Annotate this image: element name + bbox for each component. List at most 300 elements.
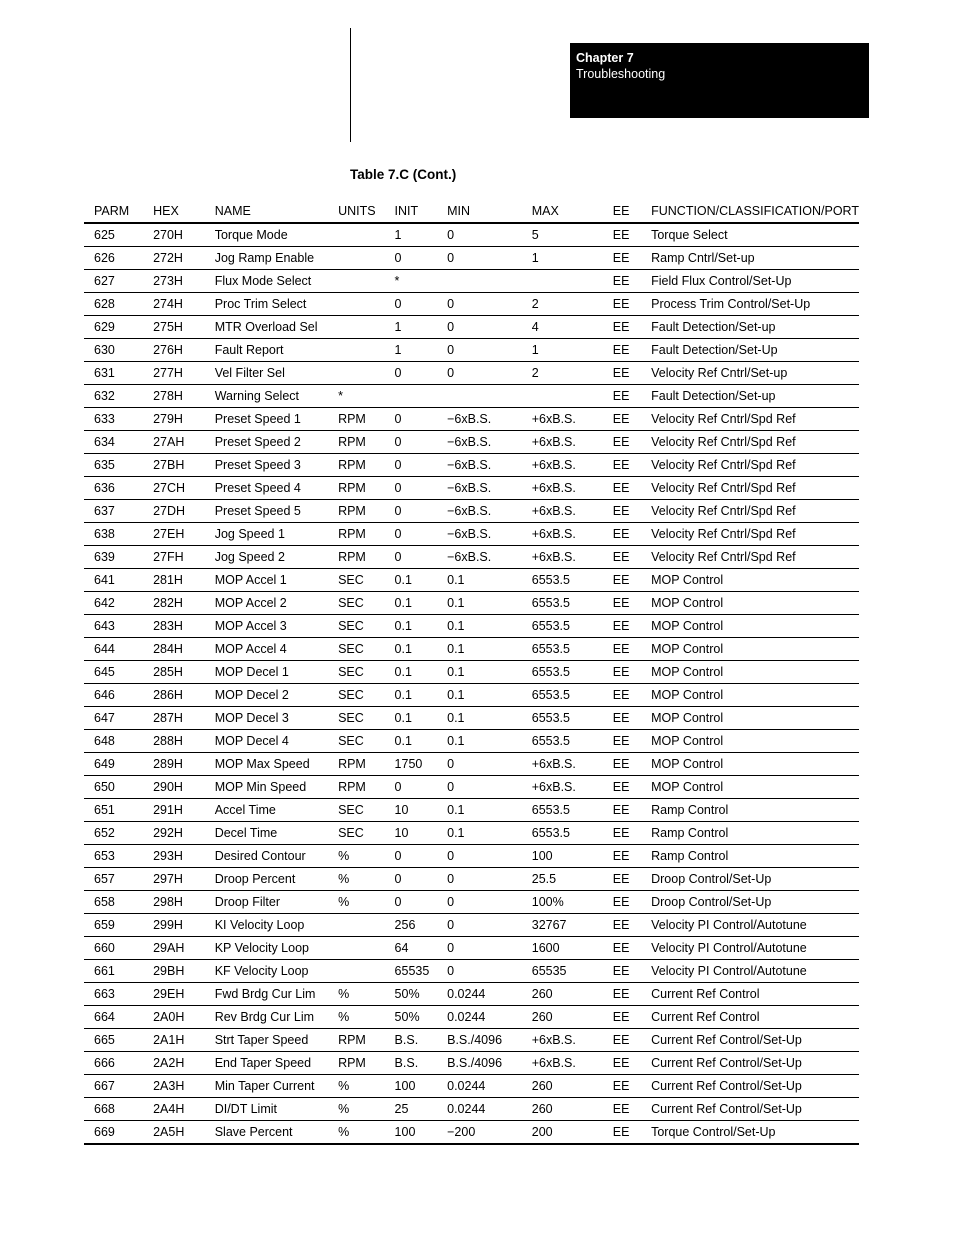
cell-hex: 282H [153, 592, 215, 615]
cell-name: Preset Speed 4 [215, 477, 338, 500]
cell-hex: 2A3H [153, 1075, 215, 1098]
cell-hex: 285H [153, 661, 215, 684]
cell-parm: 649 [84, 753, 153, 776]
cell-ee: EE [613, 477, 651, 500]
cell-units: % [338, 983, 394, 1006]
col-header-max: MAX [532, 199, 613, 223]
cell-hex: 27DH [153, 500, 215, 523]
cell-function: Current Ref Control/Set-Up [651, 1052, 859, 1075]
cell-parm: 639 [84, 546, 153, 569]
cell-hex: 29BH [153, 960, 215, 983]
cell-init: 1750 [395, 753, 448, 776]
cell-name: MOP Decel 1 [215, 661, 338, 684]
cell-parm: 626 [84, 247, 153, 270]
table-row [84, 868, 859, 891]
cell-init: 10 [395, 822, 448, 845]
cell-min: −6xB.S. [447, 454, 532, 477]
cell-function: Velocity PI Control/Autotune [651, 960, 859, 983]
table-row [84, 477, 859, 500]
cell-hex: 276H [153, 339, 215, 362]
cell-name: Fault Report [215, 339, 338, 362]
table-row [84, 523, 859, 546]
table-row [84, 592, 859, 615]
cell-ee: EE [613, 223, 651, 247]
cell-ee: EE [613, 339, 651, 362]
cell-max: 2 [532, 293, 613, 316]
cell-min: 0 [447, 316, 532, 339]
cell-function: Velocity Ref Cntrl/Spd Ref [651, 408, 859, 431]
col-header-parm: PARM [84, 199, 153, 223]
cell-init: 0 [395, 845, 448, 868]
table-row [84, 845, 859, 868]
cell-parm: 651 [84, 799, 153, 822]
cell-function: Ramp Cntrl/Set-up [651, 247, 859, 270]
cell-units: RPM [338, 776, 394, 799]
cell-min: 0.0244 [447, 1075, 532, 1098]
cell-init: 0 [395, 776, 448, 799]
cell-hex: 292H [153, 822, 215, 845]
cell-hex: 27BH [153, 454, 215, 477]
cell-units: % [338, 868, 394, 891]
cell-parm: 645 [84, 661, 153, 684]
cell-units: SEC [338, 615, 394, 638]
cell-function: Process Trim Control/Set-Up [651, 293, 859, 316]
cell-function: Current Ref Control [651, 1006, 859, 1029]
cell-parm: 641 [84, 569, 153, 592]
cell-init: B.S. [395, 1052, 448, 1075]
cell-hex: 277H [153, 362, 215, 385]
cell-min: B.S./4096 [447, 1029, 532, 1052]
cell-units [338, 914, 394, 937]
cell-hex: 29AH [153, 937, 215, 960]
cell-hex: 2A5H [153, 1121, 215, 1145]
table-row [84, 615, 859, 638]
cell-parm: 650 [84, 776, 153, 799]
table-row [84, 753, 859, 776]
cell-function: Current Ref Control/Set-Up [651, 1075, 859, 1098]
cell-init: 256 [395, 914, 448, 937]
col-header-name: NAME [215, 199, 338, 223]
cell-parm: 644 [84, 638, 153, 661]
cell-name: Jog Speed 2 [215, 546, 338, 569]
cell-units: % [338, 891, 394, 914]
cell-name: Vel Filter Sel [215, 362, 338, 385]
cell-function: MOP Control [651, 753, 859, 776]
cell-function: MOP Control [651, 707, 859, 730]
cell-max [532, 270, 613, 293]
cell-max: +6xB.S. [532, 776, 613, 799]
cell-ee: EE [613, 1029, 651, 1052]
cell-parm: 634 [84, 431, 153, 454]
table-row [84, 454, 859, 477]
cell-units: RPM [338, 523, 394, 546]
cell-ee: EE [613, 546, 651, 569]
cell-init: 0 [395, 293, 448, 316]
cell-ee: EE [613, 753, 651, 776]
cell-init: 0 [395, 477, 448, 500]
cell-units [338, 223, 394, 247]
cell-ee: EE [613, 615, 651, 638]
cell-init: B.S. [395, 1029, 448, 1052]
table-row [84, 500, 859, 523]
cell-parm: 669 [84, 1121, 153, 1145]
cell-max: +6xB.S. [532, 546, 613, 569]
cell-min [447, 385, 532, 408]
cell-ee: EE [613, 684, 651, 707]
cell-min: B.S./4096 [447, 1052, 532, 1075]
cell-function: Current Ref Control [651, 983, 859, 1006]
cell-ee: EE [613, 247, 651, 270]
table-row [84, 914, 859, 937]
cell-name: Accel Time [215, 799, 338, 822]
cell-init: 0 [395, 891, 448, 914]
cell-hex: 29EH [153, 983, 215, 1006]
cell-parm: 637 [84, 500, 153, 523]
cell-init: 0 [395, 523, 448, 546]
cell-ee: EE [613, 385, 651, 408]
cell-ee: EE [613, 937, 651, 960]
table-row [84, 339, 859, 362]
cell-function: Velocity Ref Cntrl/Spd Ref [651, 454, 859, 477]
cell-name: Droop Filter [215, 891, 338, 914]
cell-parm: 648 [84, 730, 153, 753]
cell-min: 0.1 [447, 684, 532, 707]
cell-parm: 665 [84, 1029, 153, 1052]
cell-min: 0 [447, 914, 532, 937]
cell-max: +6xB.S. [532, 477, 613, 500]
cell-function: Torque Control/Set-Up [651, 1121, 859, 1145]
cell-max: 6553.5 [532, 822, 613, 845]
cell-units: RPM [338, 753, 394, 776]
cell-init: 0.1 [395, 707, 448, 730]
cell-ee: EE [613, 776, 651, 799]
cell-ee: EE [613, 362, 651, 385]
cell-max: +6xB.S. [532, 408, 613, 431]
cell-max: 1600 [532, 937, 613, 960]
cell-max: 6553.5 [532, 707, 613, 730]
cell-max: 1 [532, 247, 613, 270]
cell-max: +6xB.S. [532, 500, 613, 523]
cell-name: MOP Accel 1 [215, 569, 338, 592]
cell-init: 0 [395, 454, 448, 477]
cell-init: 0 [395, 431, 448, 454]
cell-ee: EE [613, 569, 651, 592]
cell-hex: 293H [153, 845, 215, 868]
cell-parm: 657 [84, 868, 153, 891]
cell-units [338, 362, 394, 385]
cell-hex: 286H [153, 684, 215, 707]
table-row [84, 891, 859, 914]
cell-name: MOP Decel 2 [215, 684, 338, 707]
table-row [84, 316, 859, 339]
cell-max: 6553.5 [532, 569, 613, 592]
cell-units: SEC [338, 707, 394, 730]
cell-ee: EE [613, 316, 651, 339]
cell-parm: 646 [84, 684, 153, 707]
cell-max: 65535 [532, 960, 613, 983]
cell-function: Velocity PI Control/Autotune [651, 914, 859, 937]
cell-units: RPM [338, 408, 394, 431]
cell-function: Velocity Ref Cntrl/Spd Ref [651, 431, 859, 454]
cell-units: SEC [338, 799, 394, 822]
cell-max: +6xB.S. [532, 753, 613, 776]
cell-function: Fault Detection/Set-Up [651, 339, 859, 362]
cell-name: Slave Percent [215, 1121, 338, 1145]
cell-init: 0 [395, 868, 448, 891]
cell-units: SEC [338, 592, 394, 615]
cell-function: Current Ref Control/Set-Up [651, 1029, 859, 1052]
cell-max: +6xB.S. [532, 454, 613, 477]
cell-hex: 279H [153, 408, 215, 431]
cell-max: 200 [532, 1121, 613, 1145]
col-header-ee: EE [613, 199, 651, 223]
cell-hex: 2A2H [153, 1052, 215, 1075]
table-row [84, 822, 859, 845]
cell-parm: 627 [84, 270, 153, 293]
cell-parm: 643 [84, 615, 153, 638]
cell-ee: EE [613, 1006, 651, 1029]
cell-hex: 272H [153, 247, 215, 270]
cell-max: 260 [532, 983, 613, 1006]
cell-max: 2 [532, 362, 613, 385]
cell-function: MOP Control [651, 661, 859, 684]
cell-parm: 659 [84, 914, 153, 937]
cell-function: Velocity Ref Cntrl/Spd Ref [651, 500, 859, 523]
cell-max: 100 [532, 845, 613, 868]
cell-min: 0 [447, 868, 532, 891]
cell-max: 260 [532, 1006, 613, 1029]
cell-parm: 642 [84, 592, 153, 615]
cell-max: 6553.5 [532, 638, 613, 661]
col-header-units: UNITS [338, 199, 394, 223]
cell-init: 0.1 [395, 615, 448, 638]
cell-parm: 667 [84, 1075, 153, 1098]
cell-min: −6xB.S. [447, 477, 532, 500]
cell-init: 0.1 [395, 684, 448, 707]
cell-parm: 666 [84, 1052, 153, 1075]
cell-ee: EE [613, 408, 651, 431]
col-header-function: FUNCTION/CLASSIFICATION/PORT [651, 199, 859, 223]
cell-function: Ramp Control [651, 799, 859, 822]
table-row [84, 960, 859, 983]
cell-function: Droop Control/Set-Up [651, 891, 859, 914]
cell-name: KF Velocity Loop [215, 960, 338, 983]
cell-units [338, 293, 394, 316]
cell-units: SEC [338, 684, 394, 707]
cell-hex: 288H [153, 730, 215, 753]
cell-max: 32767 [532, 914, 613, 937]
cell-function: MOP Control [651, 684, 859, 707]
table-row [84, 983, 859, 1006]
cell-ee: EE [613, 914, 651, 937]
cell-name: MOP Accel 4 [215, 638, 338, 661]
cell-parm: 635 [84, 454, 153, 477]
cell-max: 6553.5 [532, 661, 613, 684]
cell-parm: 630 [84, 339, 153, 362]
table-row [84, 408, 859, 431]
cell-init: 0.1 [395, 638, 448, 661]
cell-hex: 287H [153, 707, 215, 730]
cell-name: MOP Min Speed [215, 776, 338, 799]
cell-function: MOP Control [651, 730, 859, 753]
cell-hex: 298H [153, 891, 215, 914]
cell-min: 0.1 [447, 707, 532, 730]
cell-function: Velocity Ref Cntrl/Spd Ref [651, 546, 859, 569]
cell-function: Velocity Ref Cntrl/Set-up [651, 362, 859, 385]
table-row [84, 661, 859, 684]
cell-max: 6553.5 [532, 799, 613, 822]
cell-ee: EE [613, 983, 651, 1006]
cell-parm: 632 [84, 385, 153, 408]
cell-init: 64 [395, 937, 448, 960]
cell-init: 1 [395, 223, 448, 247]
cell-max: +6xB.S. [532, 523, 613, 546]
cell-init: 50% [395, 983, 448, 1006]
cell-max: 100% [532, 891, 613, 914]
cell-ee: EE [613, 1075, 651, 1098]
table-row [84, 937, 859, 960]
cell-init: 50% [395, 1006, 448, 1029]
cell-function: MOP Control [651, 569, 859, 592]
cell-min: 0 [447, 937, 532, 960]
cell-min: 0 [447, 247, 532, 270]
cell-units: RPM [338, 546, 394, 569]
cell-ee: EE [613, 1121, 651, 1145]
cell-function: MOP Control [651, 776, 859, 799]
cell-init: 0 [395, 408, 448, 431]
cell-min: 0.1 [447, 638, 532, 661]
table-row [84, 1052, 859, 1075]
cell-hex: 27AH [153, 431, 215, 454]
cell-min: 0 [447, 223, 532, 247]
cell-name: Preset Speed 5 [215, 500, 338, 523]
cell-ee: EE [613, 661, 651, 684]
cell-units: RPM [338, 431, 394, 454]
cell-ee: EE [613, 1052, 651, 1075]
cell-max: 6553.5 [532, 684, 613, 707]
cell-ee: EE [613, 454, 651, 477]
cell-function: Velocity Ref Cntrl/Spd Ref [651, 477, 859, 500]
cell-min: 0.0244 [447, 983, 532, 1006]
cell-hex: 297H [153, 868, 215, 891]
cell-name: KI Velocity Loop [215, 914, 338, 937]
cell-name: Torque Mode [215, 223, 338, 247]
cell-units: % [338, 1006, 394, 1029]
table-row [84, 293, 859, 316]
table-header-row [84, 199, 859, 223]
cell-init: 100 [395, 1121, 448, 1145]
cell-name: DI/DT Limit [215, 1098, 338, 1121]
cell-init: 65535 [395, 960, 448, 983]
cell-min: 0.1 [447, 730, 532, 753]
cell-units: RPM [338, 477, 394, 500]
table-row [84, 1098, 859, 1121]
cell-function: Velocity PI Control/Autotune [651, 937, 859, 960]
cell-ee: EE [613, 707, 651, 730]
chapter-number: Chapter 7 [576, 51, 634, 65]
chapter-header [570, 43, 869, 118]
cell-hex: 275H [153, 316, 215, 339]
cell-hex: 270H [153, 223, 215, 247]
cell-min: 0.1 [447, 615, 532, 638]
cell-function: Ramp Control [651, 822, 859, 845]
cell-parm: 631 [84, 362, 153, 385]
cell-min: −200 [447, 1121, 532, 1145]
cell-max: +6xB.S. [532, 431, 613, 454]
cell-min: −6xB.S. [447, 431, 532, 454]
cell-init [395, 385, 448, 408]
cell-max: 6553.5 [532, 615, 613, 638]
cell-min: 0.1 [447, 822, 532, 845]
cell-min: 0 [447, 753, 532, 776]
table-row [84, 799, 859, 822]
cell-min: −6xB.S. [447, 546, 532, 569]
cell-function: Velocity Ref Cntrl/Spd Ref [651, 523, 859, 546]
cell-min: 0 [447, 776, 532, 799]
col-header-init: INIT [395, 199, 448, 223]
cell-hex: 291H [153, 799, 215, 822]
cell-units: RPM [338, 454, 394, 477]
cell-ee: EE [613, 270, 651, 293]
cell-name: Fwd Brdg Cur Lim [215, 983, 338, 1006]
cell-min: 0 [447, 293, 532, 316]
cell-function: Torque Select [651, 223, 859, 247]
cell-function: Field Flux Control/Set-Up [651, 270, 859, 293]
cell-units: RPM [338, 500, 394, 523]
cell-min: 0 [447, 891, 532, 914]
cell-min: 0.1 [447, 799, 532, 822]
margin-rule [350, 28, 351, 142]
cell-units: SEC [338, 822, 394, 845]
cell-units [338, 339, 394, 362]
cell-min: 0 [447, 845, 532, 868]
cell-max: +6xB.S. [532, 1052, 613, 1075]
cell-max: 4 [532, 316, 613, 339]
cell-min: 0.1 [447, 661, 532, 684]
cell-ee: EE [613, 523, 651, 546]
cell-max: 25.5 [532, 868, 613, 891]
cell-name: End Taper Speed [215, 1052, 338, 1075]
table-row [84, 707, 859, 730]
cell-units: % [338, 845, 394, 868]
cell-name: Flux Mode Select [215, 270, 338, 293]
cell-hex: 289H [153, 753, 215, 776]
cell-ee: EE [613, 431, 651, 454]
table-row [84, 546, 859, 569]
cell-parm: 628 [84, 293, 153, 316]
cell-ee: EE [613, 592, 651, 615]
cell-name: MOP Accel 3 [215, 615, 338, 638]
parameter-table [84, 199, 859, 1145]
cell-name: Preset Speed 3 [215, 454, 338, 477]
cell-parm: 636 [84, 477, 153, 500]
col-header-min: MIN [447, 199, 532, 223]
cell-name: Desired Contour [215, 845, 338, 868]
cell-init: 25 [395, 1098, 448, 1121]
cell-hex: 274H [153, 293, 215, 316]
cell-name: Strt Taper Speed [215, 1029, 338, 1052]
cell-min: 0 [447, 362, 532, 385]
cell-parm: 668 [84, 1098, 153, 1121]
cell-name: Decel Time [215, 822, 338, 845]
cell-units: SEC [338, 569, 394, 592]
cell-name: Min Taper Current [215, 1075, 338, 1098]
cell-hex: 2A1H [153, 1029, 215, 1052]
cell-hex: 27EH [153, 523, 215, 546]
cell-hex: 299H [153, 914, 215, 937]
cell-init: 0.1 [395, 592, 448, 615]
cell-units [338, 316, 394, 339]
